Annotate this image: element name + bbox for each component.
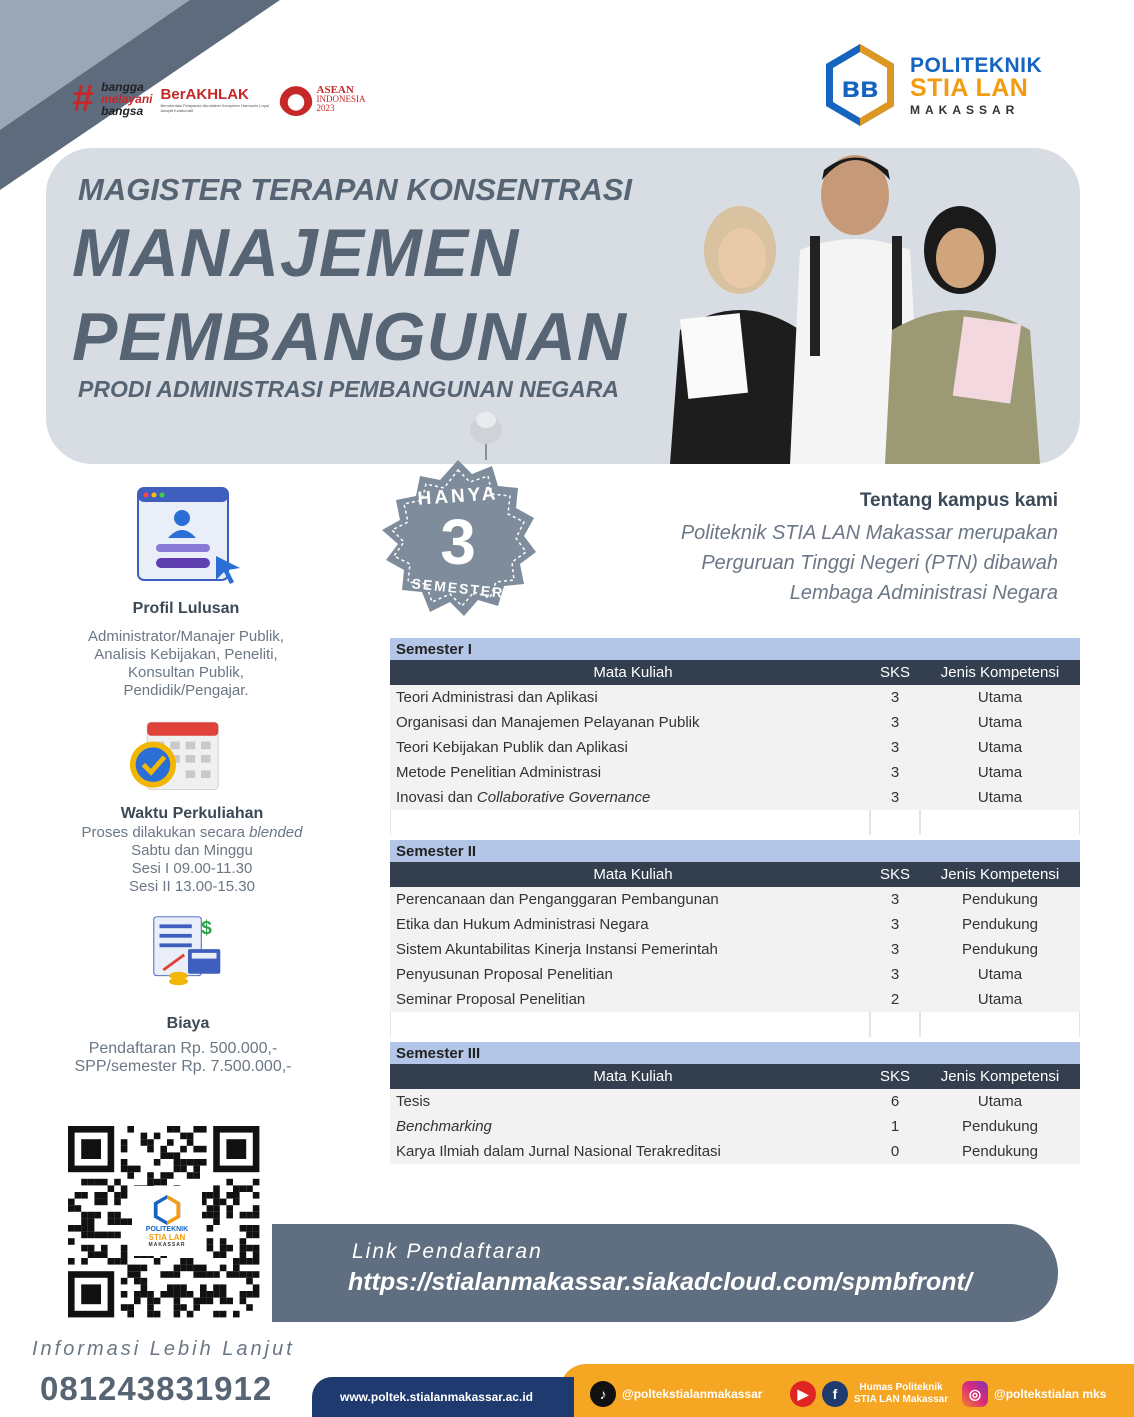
- course-kind: Pendukung: [962, 941, 1038, 958]
- instagram-icon: ◎: [962, 1381, 988, 1407]
- table-header: [390, 660, 1080, 685]
- schedule-description: [62, 824, 322, 896]
- course-name: Penyusunan Proposal Penelitian: [396, 966, 613, 983]
- bmb-line-3: bangsa: [101, 104, 144, 118]
- cost-line: SPP/semester Rp. 7.500.000,-: [74, 1058, 292, 1075]
- brand-line-2: STIA LAN: [910, 73, 1029, 102]
- bmb-line-1: bangga: [101, 80, 144, 94]
- course-kind: Pendukung: [962, 1143, 1038, 1160]
- course-name: Teori Kebijakan Publik dan Aplikasi: [396, 739, 628, 756]
- header-course: Mata Kuliah: [593, 664, 673, 681]
- footer-website-link[interactable]: www.poltek.stialanmakassar.ac.id: [340, 1390, 533, 1404]
- table-row: [390, 735, 1080, 760]
- course-sks: 3: [890, 714, 900, 731]
- course-name: Tesis: [396, 1093, 431, 1110]
- user-profile-icon: [136, 486, 246, 586]
- course-sks: 0: [890, 1143, 900, 1160]
- cost-line: Pendaftaran Rp. 500.000,-: [88, 1040, 278, 1057]
- hero-prodi: PRODI ADMINISTRASI PEMBANGUNAN NEGARA: [78, 376, 619, 402]
- pushpin-icon: [466, 410, 506, 462]
- profile-title: Profil Lulusan: [132, 600, 240, 617]
- about-line: Perguruan Tinggi Negeri (PTN) dibawah: [701, 552, 1058, 574]
- table-spacer: [390, 1012, 1080, 1037]
- course-sks: 1: [890, 1118, 900, 1135]
- table-header: [390, 862, 1080, 887]
- course-name: Metode Penelitian Administrasi: [396, 764, 602, 781]
- berakhlak-logo: [161, 86, 271, 113]
- course-name: Seminar Proposal Penelitian: [396, 991, 586, 1008]
- course-sks: 3: [890, 789, 900, 806]
- table-row: [390, 1139, 1080, 1164]
- profile-line: Pendidik/Pengajar.: [123, 682, 249, 699]
- facebook-name-line-2: STIA LAN Makassar: [854, 1394, 949, 1405]
- course-sks: 3: [890, 891, 900, 908]
- students-photo: [660, 140, 1060, 464]
- header-kind: Jenis Kompetensi: [940, 1068, 1060, 1085]
- course-kind: Pendukung: [962, 916, 1038, 933]
- course-name: Karya Ilmiah dalam Jurnal Nasional Terakreditasi: [396, 1143, 721, 1160]
- course-kind: Pendukung: [962, 891, 1038, 908]
- course-name: Teori Administrasi dan Aplikasi: [396, 689, 598, 706]
- course-kind: Utama: [977, 991, 1023, 1008]
- course-kind: Utama: [977, 789, 1023, 806]
- table-row: [390, 685, 1080, 710]
- table-row: [390, 987, 1080, 1012]
- header-kind: Jenis Kompetensi: [940, 866, 1060, 883]
- header-sks: SKS: [879, 664, 910, 681]
- header-sks: SKS: [879, 866, 910, 883]
- bmb-line-2: melayani: [101, 92, 153, 106]
- profile-line: Analisis Kebijakan, Peneliti,: [94, 646, 278, 663]
- schedule-line: Sesi I 09.00-11.30: [131, 860, 253, 877]
- asean-line-2: INDONESIA: [316, 93, 366, 104]
- qr-brand-line-3: MAKASSAR: [148, 1242, 186, 1248]
- table-row: [390, 785, 1080, 810]
- table-header: [390, 1064, 1080, 1089]
- cost-title: Biaya: [166, 1015, 210, 1032]
- tiktok-handle: @poltekstialanmakassar: [622, 1387, 763, 1401]
- profile-line: Konsultan Publik,: [128, 664, 244, 681]
- course-name: Sistem Akuntabilitas Kinerja Instansi Pemerintah: [396, 941, 718, 958]
- schedule-line-1-text: Proses dilakukan secara: [81, 824, 250, 841]
- berakhlak-subtitle: Berorientasi Pelayanan Akuntabel Kompeten Harmonis Loyal Adaptif Kolaboratif: [160, 102, 269, 113]
- schedule-line-1: [62, 824, 322, 842]
- schedule-title: Waktu Perkuliahan: [120, 805, 264, 822]
- badge-number: 3: [440, 506, 476, 578]
- about-body: [600, 518, 1058, 608]
- registration-label: Link Pendaftaran: [352, 1240, 543, 1263]
- course-sks: 6: [890, 1093, 900, 1110]
- politeknik-logo-icon: [822, 42, 898, 128]
- course-name: Perencanaan dan Penganggaran Pembangunan: [396, 891, 719, 908]
- semester-1-table: [390, 638, 1080, 835]
- course-kind: Utama: [977, 714, 1023, 731]
- asean-line-1: ASEAN: [316, 83, 354, 96]
- contact-phone[interactable]: 081243831912: [40, 1370, 273, 1407]
- schedule-line-1-emphasis: blended: [249, 824, 303, 841]
- facebook-name: [854, 1382, 948, 1406]
- table-row: [390, 887, 1080, 912]
- about-line: Politeknik STIA LAN Makassar merupakan: [680, 522, 1058, 544]
- table-row: [390, 962, 1080, 987]
- hero-title-line-2: PEMBANGUNAN: [72, 299, 627, 375]
- facebook-name-line-1: Humas Politeknik: [859, 1382, 943, 1393]
- asean-text: [316, 83, 366, 113]
- info-label: Informasi Lebih Lanjut: [32, 1338, 295, 1360]
- semester-3-table: [390, 1042, 1080, 1164]
- hashtag-mark: #: [72, 78, 94, 120]
- semester-heading: Semester II: [390, 840, 1080, 862]
- course-name-text: Inovasi dan: [396, 789, 477, 806]
- asean-emblem-icon: [279, 82, 313, 116]
- badge-bottom-text: SEMESTER: [410, 575, 506, 601]
- table-row: [390, 760, 1080, 785]
- semester-heading: Semester III: [390, 1042, 1080, 1064]
- course-sks: 3: [890, 764, 900, 781]
- footer-tiktok[interactable]: [590, 1381, 762, 1407]
- qr-brand-line-2: STIA LAN: [148, 1233, 186, 1242]
- table-row: [390, 912, 1080, 937]
- svg-text:$: $: [201, 917, 212, 939]
- partner-logos: [72, 74, 372, 124]
- asean-line-3: 2023: [316, 102, 335, 113]
- course-kind: Utama: [977, 966, 1023, 983]
- course-name: Etika dan Hukum Administrasi Negara: [396, 916, 649, 933]
- qr-center-logo: [132, 1186, 202, 1256]
- table-row: [390, 710, 1080, 735]
- schedule-line: Sesi II 13.00-15.30: [129, 878, 255, 895]
- course-kind: Utama: [977, 1093, 1023, 1110]
- hero-kicker: MAGISTER TERAPAN KONSENTRASI: [78, 172, 633, 207]
- header-kind: Jenis Kompetensi: [940, 664, 1060, 681]
- course-sks: 2: [890, 991, 900, 1008]
- finance-document-icon: [150, 912, 226, 990]
- course-kind: Utama: [977, 689, 1023, 706]
- profile-line: Administrator/Manajer Publik,: [88, 628, 284, 645]
- politeknik-brand: [822, 42, 1042, 128]
- footer-instagram[interactable]: [962, 1381, 1106, 1407]
- tiktok-icon: ♪: [590, 1381, 616, 1407]
- header-course: Mata Kuliah: [593, 866, 673, 883]
- course-name: [390, 789, 870, 806]
- youtube-icon: ▶: [790, 1381, 816, 1407]
- course-sks: 3: [890, 966, 900, 983]
- table-row: [390, 1114, 1080, 1139]
- course-sks: 3: [890, 941, 900, 958]
- header-sks: SKS: [879, 1068, 910, 1085]
- table-spacer: [390, 810, 1080, 835]
- about-heading: Tentang kampus kami: [859, 490, 1058, 511]
- semester-2-table: [390, 840, 1080, 1037]
- brand-line-1: POLITEKNIK: [910, 53, 1043, 77]
- header-course: Mata Kuliah: [593, 1068, 673, 1085]
- table-row: [390, 1089, 1080, 1114]
- calendar-check-icon: [128, 716, 224, 794]
- course-kind: Utama: [977, 739, 1023, 756]
- course-kind: Pendukung: [962, 1118, 1038, 1135]
- course-name-emphasis: Collaborative Governance: [476, 789, 651, 806]
- course-sks: 3: [890, 689, 900, 706]
- course-sks: 3: [890, 739, 900, 756]
- badge-top-text: HANYA: [416, 483, 500, 510]
- brand-line-3: MAKASSAR: [910, 102, 1020, 117]
- table-row: [390, 937, 1080, 962]
- schedule-line: Sabtu dan Minggu: [131, 842, 253, 859]
- registration-link[interactable]: https://stialanmakassar.siakadcloud.com/spmbfront/: [348, 1268, 972, 1296]
- facebook-icon: f: [822, 1381, 848, 1407]
- about-line: Lembaga Administrasi Negara: [789, 582, 1058, 604]
- profile-description: [56, 628, 316, 700]
- politeknik-logo-icon: [152, 1194, 182, 1226]
- instagram-handle: @poltekstialan mks: [994, 1387, 1107, 1401]
- course-sks: 3: [890, 916, 900, 933]
- hero-title-line-1: MANAJEMEN: [72, 215, 520, 291]
- asean-2023-logo: [279, 82, 366, 116]
- course-name: Organisasi dan Manajemen Pelayanan Publik: [396, 714, 700, 731]
- footer-facebook[interactable]: [790, 1381, 948, 1407]
- berakhlak-title: BerAKHLAK: [160, 85, 249, 103]
- bangga-melayani-bangsa-logo: [101, 81, 152, 117]
- svg-text:ʙʙ: ʙʙ: [841, 71, 879, 104]
- cost-description: [53, 1040, 313, 1076]
- course-name: Benchmarking: [396, 1118, 492, 1135]
- semester-heading: Semester I: [390, 638, 1080, 660]
- qr-brand-line-1: POLITEKNIK: [145, 1226, 189, 1233]
- course-kind: Utama: [977, 764, 1023, 781]
